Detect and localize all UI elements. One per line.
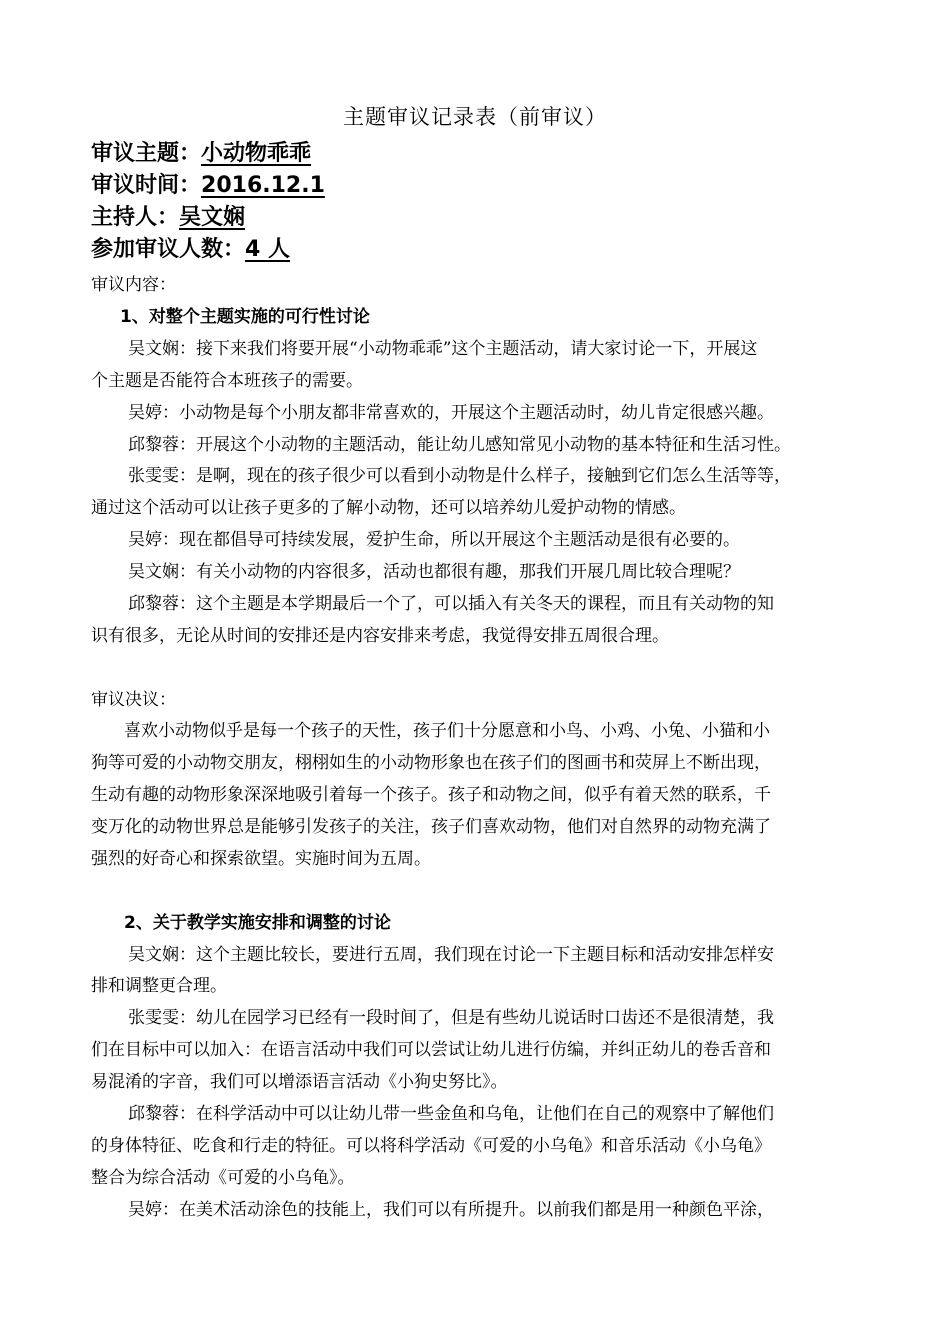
decision-line: 强烈的好奇心和探索欲望。实施时间为五周。 — [91, 849, 431, 869]
paragraph-line: 邱黎蓉：这个主题是本学期最后一个了，可以插入有关冬天的课程，而且有关动物的知 — [128, 594, 774, 614]
paragraph-line: 们在目标中可以加入：在语言活动中我们可以尝试让幼儿进行仿编，并纠正幼儿的卷舌音和 — [91, 1040, 771, 1060]
topic-label: 审议主题： — [91, 141, 202, 166]
paragraph-line: 的身体特征、吃食和行走的特征。可以将科学活动《可爱的小乌龟》和音乐活动《小乌龟》 — [91, 1136, 771, 1156]
content-label: 审议内容： — [91, 275, 176, 295]
paragraph-line: 吴婷：现在都倡导可持续发展，爱护生命，所以开展这个主题活动是很有必要的。 — [128, 530, 740, 550]
host-value: 吴文娴 — [179, 205, 246, 230]
paragraph-line: 排和调整更合理。 — [91, 976, 227, 996]
paragraph-line: 通过这个活动可以让孩子更多的了解小动物，还可以培养幼儿爱护动物的情感。 — [91, 498, 686, 518]
host-label: 主持人： — [91, 205, 180, 230]
topic-row — [91, 139, 311, 169]
count-label: 参加审议人数： — [91, 237, 246, 262]
time-value: 2016.12.1 — [201, 173, 325, 198]
section1-heading: 1、对整个主题实施的可行性讨论 — [120, 307, 370, 327]
decision-line: 喜欢小动物似乎是每一个孩子的天性，孩子们十分愿意和小鸟、小鸡、小兔、小猫和小 — [124, 721, 770, 741]
decision-label: 审议决议： — [91, 690, 176, 710]
count-row — [91, 235, 290, 265]
decision-line: 狗等可爱的小动物交朋友，栩栩如生的小动物形象也在孩子们的图画书和荧屏上不断出现， — [91, 753, 771, 773]
time-label: 审议时间： — [91, 173, 202, 198]
decision-line: 变万化的动物世界总是能够引发孩子的关注，孩子们喜欢动物，他们对自然界的动物充满了 — [91, 817, 771, 837]
paragraph-line: 整合为综合活动《可爱的小乌龟》。 — [91, 1168, 355, 1188]
time-row — [91, 171, 325, 201]
paragraph-line: 张雯雯：幼儿在园学习已经有一段时间了，但是有些幼儿说话时口齿还不是很清楚，我 — [128, 1008, 774, 1028]
paragraph-line: 张雯雯：是啊，现在的孩子很少可以看到小动物是什么样子，接触到它们怎么生活等等， — [128, 466, 791, 486]
paragraph-line: 吴文娴：有关小动物的内容很多，活动也都很有趣，那我们开展几周比较合理呢？ — [128, 562, 740, 582]
count-value: 4 人 — [245, 237, 290, 262]
paragraph-line: 易混淆的字音，我们可以增添语言活动《小狗史努比》。 — [91, 1072, 508, 1092]
section2-heading: 2、关于教学实施安排和调整的讨论 — [124, 913, 391, 933]
paragraph-line: 邱黎蓉：开展这个小动物的主题活动，能让幼儿感知常见小动物的基本特征和生活习性。 — [128, 435, 791, 455]
paragraph-line: 识有很多，无论从时间的安排还是内容安排来考虑，我觉得安排五周很合理。 — [91, 626, 669, 646]
paragraph-line: 吴文娴：接下来我们将要开展“小动物乖乖”这个主题活动，请大家讨论一下，开展这 — [128, 339, 758, 359]
paragraph-line: 吴婷：小动物是每个小朋友都非常喜欢的，开展这个主题活动时，幼儿肯定很感兴趣。 — [128, 403, 774, 423]
paragraph-line: 个主题是否能符合本班孩子的需要。 — [91, 371, 363, 391]
host-row — [91, 203, 245, 233]
decision-line: 生动有趣的动物形象深深地吸引着每一个孩子。孩子和动物之间，似乎有着天然的联系，千 — [91, 785, 771, 805]
page-title: 主题审议记录表（前审议） — [343, 105, 607, 129]
paragraph-line: 邱黎蓉：在科学活动中可以让幼儿带一些金鱼和乌龟，让他们在自己的观察中了解他们 — [128, 1104, 774, 1124]
paragraph-line: 吴婷：在美术活动涂色的技能上，我们可以有所提升。以前我们都是用一种颜色平涂， — [128, 1200, 774, 1220]
topic-value: 小动物乖乖 — [201, 141, 312, 166]
paragraph-line: 吴文娴：这个主题比较长，要进行五周，我们现在讨论一下主题目标和活动安排怎样安 — [128, 945, 774, 965]
